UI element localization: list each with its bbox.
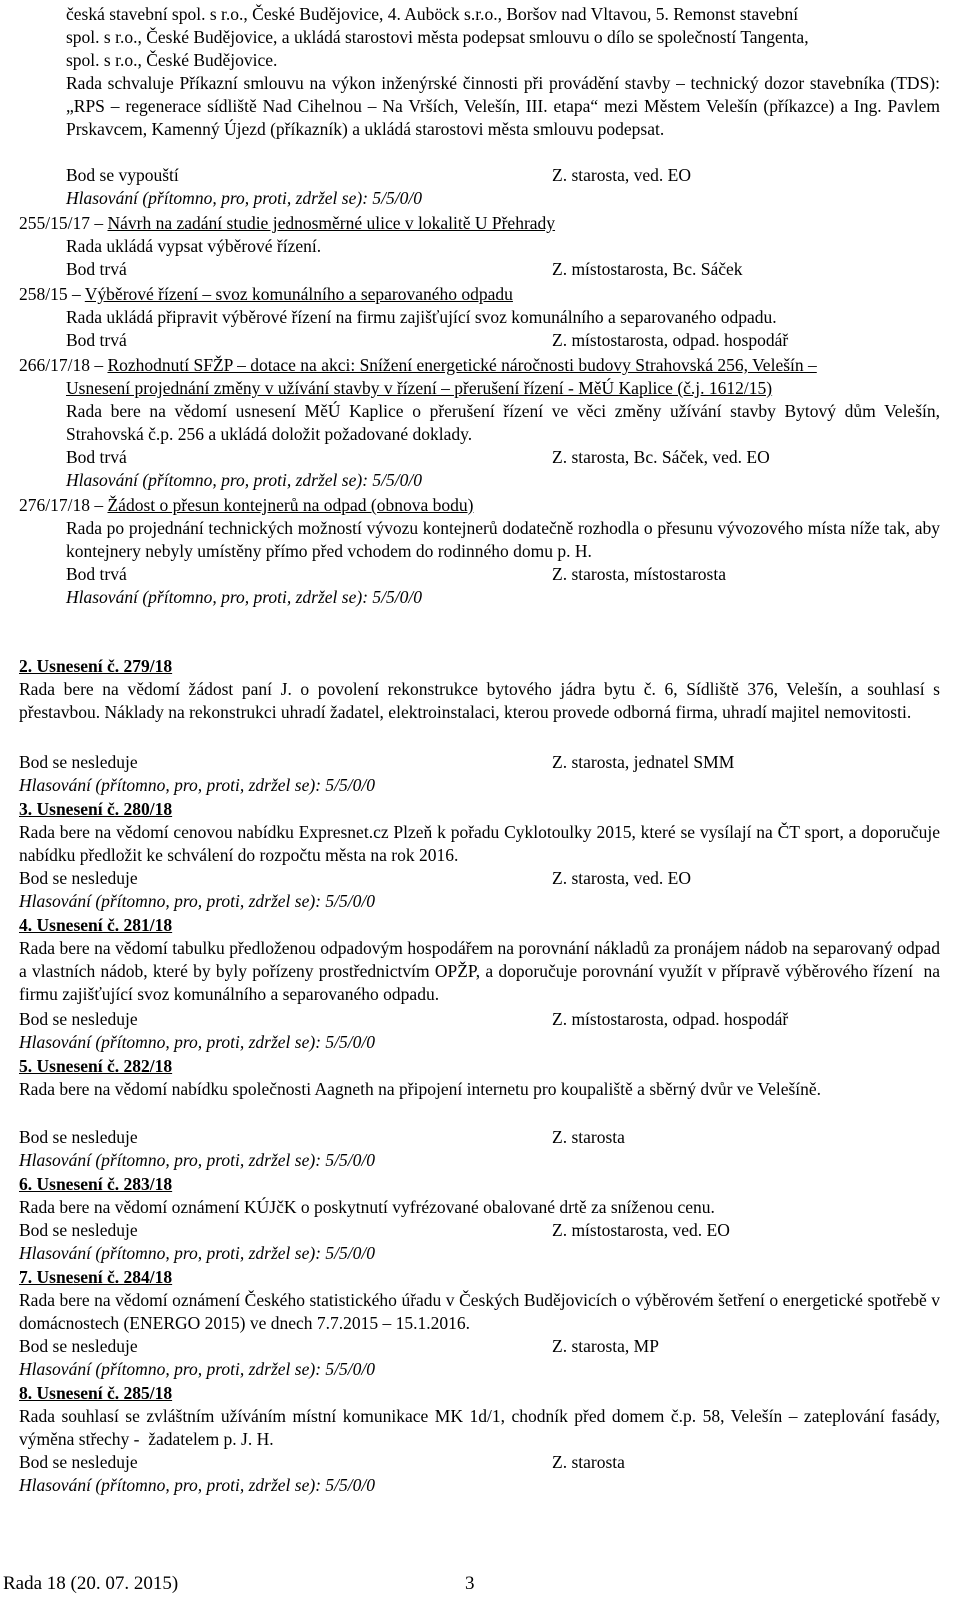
resolution-responsible: Z. starosta [552,1127,625,1147]
resolution-heading: 5. Usnesení č. 282/18 [19,1056,173,1076]
resolution-responsible: Z. starosta, jednatel SMM [552,752,735,772]
page-footer [3,1572,503,1595]
item-text: Rada ukládá vypsat výběrové řízení. [66,236,322,256]
resolution-status: Bod se nesleduje [19,868,138,888]
resolution-responsible: Z. starosta, ved. EO [552,868,691,888]
resolution-responsible: Z. místostarosta, odpad. hospodář [552,1009,789,1029]
item-title-line-1: Rozhodnutí SFŽP – dotace na akci: Snížení energetické náročnosti budovy Strahovská 256, Velešín – [107,355,817,375]
status-row [19,1219,940,1242]
resolution-status: Bod se nesleduje [19,1220,138,1240]
item-status: Bod trvá [66,564,127,584]
vote-line: Hlasování (přítomno, pro, proti, zdržel se): 5/5/0/0 [19,1150,375,1170]
resolution-text: Rada bere na vědomí tabulku předloženou odpadovým hospodářem na porovnání nákladů za pronájem nádob na separovaný odpad a vlastních nádob, které by byly pořízeny prostřednictvím OPŽP, a doporučuje porovnání využít v přípravě výběrového řízení na firmu zajišťující svoz komunálního a separovaného odpadu. [19,938,945,1004]
item-number: 258/15 – [19,284,85,304]
status-row [19,1335,940,1358]
resolution-status: Bod se nesleduje [19,1336,138,1356]
status-row [19,1008,940,1031]
status-row [66,258,940,281]
vote-line: Hlasování (přítomno, pro, proti, zdržel se): 5/5/0/0 [19,1475,375,1495]
resolution-text: Rada bere na vědomí oznámení Českého statistického úřadu v Českých Budějovicích o výběrovém šetření o energetické spotřebě v domácnostech (ENERGO 2015) ve dnech 7.7.2015 – 15.1.2016. [19,1290,945,1333]
item-status: Bod se vypouští [66,165,179,185]
resolution-heading: 4. Usnesení č. 281/18 [19,915,173,935]
item-text: Rada bere na vědomí usnesení MěÚ Kaplice o přerušení řízení ve věci změny užívání stavby Bytový dům Velešín, Strahovská č.p. 256 a ukládá doložit požadované doklady. [66,401,945,444]
resolution-status: Bod se nesleduje [19,1127,138,1147]
vote-line: Hlasování (přítomno, pro, proti, zdržel se): 5/5/0/0 [19,1032,375,1052]
item-responsible: Z. starosta, ved. EO [552,165,691,185]
status-row [19,1126,940,1149]
status-row [19,867,940,890]
resolution-heading: 7. Usnesení č. 284/18 [19,1267,173,1287]
status-row [66,446,940,469]
resolution-status: Bod se nesleduje [19,1009,138,1029]
status-row [19,751,940,774]
item-title-line-2: Usnesení projednání změny v užívání stavby v řízení – přerušení řízení - MěÚ Kaplice (č.j. 1612/15) [66,378,773,398]
vote-line: Hlasování (přítomno, pro, proti, zdržel se): 5/5/0/0 [66,470,422,490]
vote-line: Hlasování (přítomno, pro, proti, zdržel se): 5/5/0/0 [19,775,375,795]
item-status: Bod trvá [66,259,127,279]
resolution-text: Rada bere na vědomí nabídku společnosti Aagneth na připojení internetu pro koupaliště a sběrný dvůr ve Velešíně. [19,1079,822,1099]
page-number: 3 [465,1573,475,1594]
resolution-heading: 8. Usnesení č. 285/18 [19,1383,173,1403]
status-row [19,1451,940,1474]
resolution-heading: 3. Usnesení č. 280/18 [19,799,173,819]
item-title: Návrh na zadání studie jednosměrné ulice v lokalitě U Přehrady [107,213,556,233]
resolution-heading: 6. Usnesení č. 283/18 [19,1174,173,1194]
resolution-text: Rada souhlasí se zvláštním užíváním místní komunikace MK 1d/1, chodník před domem č.p. 58, Velešín – zateplování fasády, výměna střechy - žadatelem p. J. H. [19,1406,945,1449]
resolution-heading: 2. Usnesení č. 279/18 [19,656,173,676]
item-responsible: Z. místostarosta, odpad. hospodář [552,330,789,350]
item-responsible: Z. starosta, Bc. Sáček, ved. EO [552,447,770,467]
vote-line: Hlasování (přítomno, pro, proti, zdržel se): 5/5/0/0 [66,587,422,607]
resolution-responsible: Z. starosta, MP [552,1336,659,1356]
item-title: Výběrové řízení – svoz komunálního a separovaného odpadu [84,284,513,304]
item-heading [19,494,940,517]
item-status: Bod trvá [66,447,127,467]
item-number: 266/17/18 – [19,355,108,375]
resolution-text: Rada bere na vědomí oznámení KÚJčK o poskytnutí vyfrézované obalované drtě za sníženou cenu. [19,1197,715,1217]
paragraph-continuation-line-2: spol. s r.o., České Budějovice, a ukládá starostovi města podepsat smlouvu o dílo se společností Tangenta, [66,27,809,47]
vote-line: Hlasování (přítomno, pro, proti, zdržel se): 5/5/0/0 [66,188,422,208]
vote-line: Hlasování (přítomno, pro, proti, zdržel se): 5/5/0/0 [19,1359,375,1379]
item-status: Bod trvá [66,330,127,350]
item-number: 255/15/17 – [19,213,108,233]
vote-line: Hlasování (přítomno, pro, proti, zdržel se): 5/5/0/0 [19,1243,375,1263]
resolution-responsible: Z. starosta [552,1452,625,1472]
status-row [66,164,940,187]
paragraph-tds-contract: Rada schvaluje Příkazní smlouvu na výkon inženýrské činnosti při provádění stavby – technický dozor stavebníka (TDS): „RPS – regenerace sídliště Nad Cihelnou – Na Vrších, Velešín, III. etapa“ mezi Městem Velešín (příkazce) a Ing. Pavlem Prskavcem, Kamenný Újezd (příkazník) a ukládá starostovi města smlouvu podepsat. [66,73,945,139]
resolution-text: Rada bere na vědomí cenovou nabídku Expresnet.cz Plzeň k pořadu Cyklotoulky 2015, které se vysílají na ČT sport, a doporučuje nabídku předložit ke schválení do rozpočtu města na rok 2016. [19,822,945,865]
footer-meeting-label: Rada 18 (20. 07. 2015) [3,1573,179,1594]
resolution-responsible: Z. místostarosta, ved. EO [552,1220,730,1240]
item-heading [19,212,940,235]
item-heading [19,354,940,377]
status-row [66,329,940,352]
vote-line: Hlasování (přítomno, pro, proti, zdržel se): 5/5/0/0 [19,891,375,911]
item-title: Žádost o přesun kontejnerů na odpad (obnova bodu) [107,495,474,515]
item-number: 276/17/18 – [19,495,108,515]
resolution-status: Bod se nesleduje [19,1452,138,1472]
paragraph-continuation-line-3: spol. s r.o., České Budějovice. [66,50,278,70]
item-responsible: Z. místostarosta, Bc. Sáček [552,259,743,279]
item-responsible: Z. starosta, místostarosta [552,564,727,584]
resolution-text: Rada bere na vědomí žádost paní J. o povolení rekonstrukce bytového jádra bytu č. 6, Sídliště 376, Velešín, a souhlasí s přestavbou. Náklady na rekonstrukci uhradí žadatel, elektroinstalaci, kterou provede odborná firma, uhradí majitel nemovitosti. [19,679,945,722]
item-text: Rada po projednání technických možností vývozu kontejnerů dodatečně rozhodla o přesunu vývozového místa níže tak, aby kontejnery nebyly umístěny přímo před vchodem do rodinného domu p. H. [66,518,945,561]
resolution-status: Bod se nesleduje [19,752,138,772]
item-text: Rada ukládá připravit výběrové řízení na firmu zajišťující svoz komunálního a separovaného odpadu. [66,307,777,327]
status-row [66,563,940,586]
paragraph-continuation-line-1: česká stavební spol. s r.o., České Budějovice, 4. Auböck s.r.o., Boršov nad Vltavou, 5. Remonst stavební [66,4,799,24]
item-heading [19,283,940,306]
